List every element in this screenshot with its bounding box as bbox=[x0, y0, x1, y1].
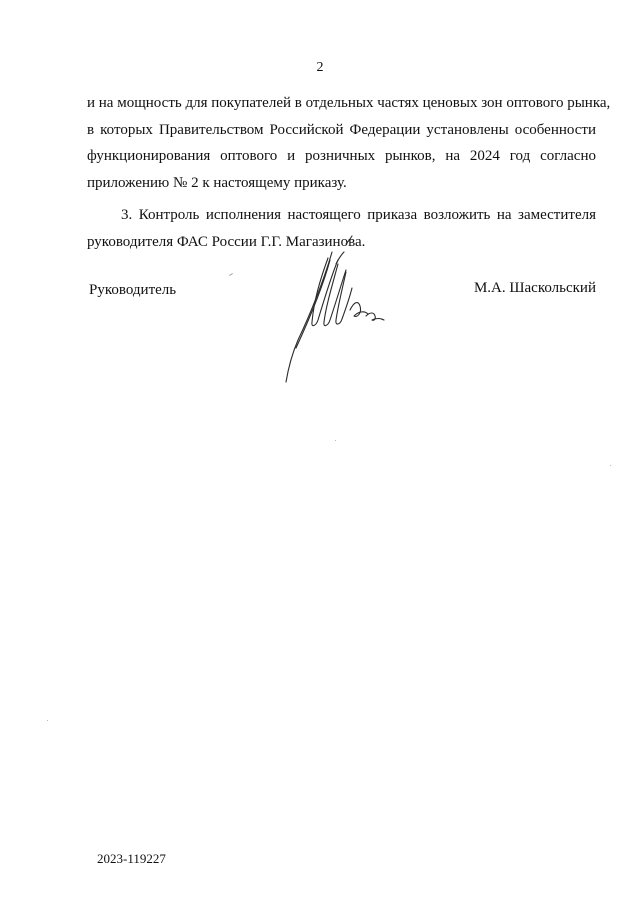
signatory-role: Руководитель bbox=[89, 282, 177, 298]
text-line: приложению № 2 к настоящему приказу. bbox=[87, 174, 347, 191]
scan-speck bbox=[47, 720, 48, 721]
registration-number: 2023-119227 bbox=[97, 851, 166, 866]
text-line: функционирования оптового и розничных рынков, на 2024 год согласно bbox=[87, 148, 596, 164]
text-line: 3. Контроль исполнения настоящего приказа возложить на заместителя bbox=[121, 207, 596, 223]
scan-speck bbox=[335, 440, 336, 441]
scan-speck bbox=[229, 273, 233, 276]
text-line: и на мощность для покупателей в отдельных частях ценовых зон оптового рынка, bbox=[87, 95, 611, 111]
handwritten-signature bbox=[280, 230, 390, 390]
scan-speck bbox=[610, 465, 611, 466]
text-line: в которых Правительством Российской Федерации установлены особенности bbox=[87, 121, 596, 138]
signatory-name: М.А. Шаскольский bbox=[473, 280, 596, 296]
page-number: 2 bbox=[316, 60, 324, 75]
text-line: руководителя ФАС России Г.Г. Магазинова. bbox=[87, 233, 366, 250]
paragraph-tariff-continuation bbox=[87, 90, 611, 196]
